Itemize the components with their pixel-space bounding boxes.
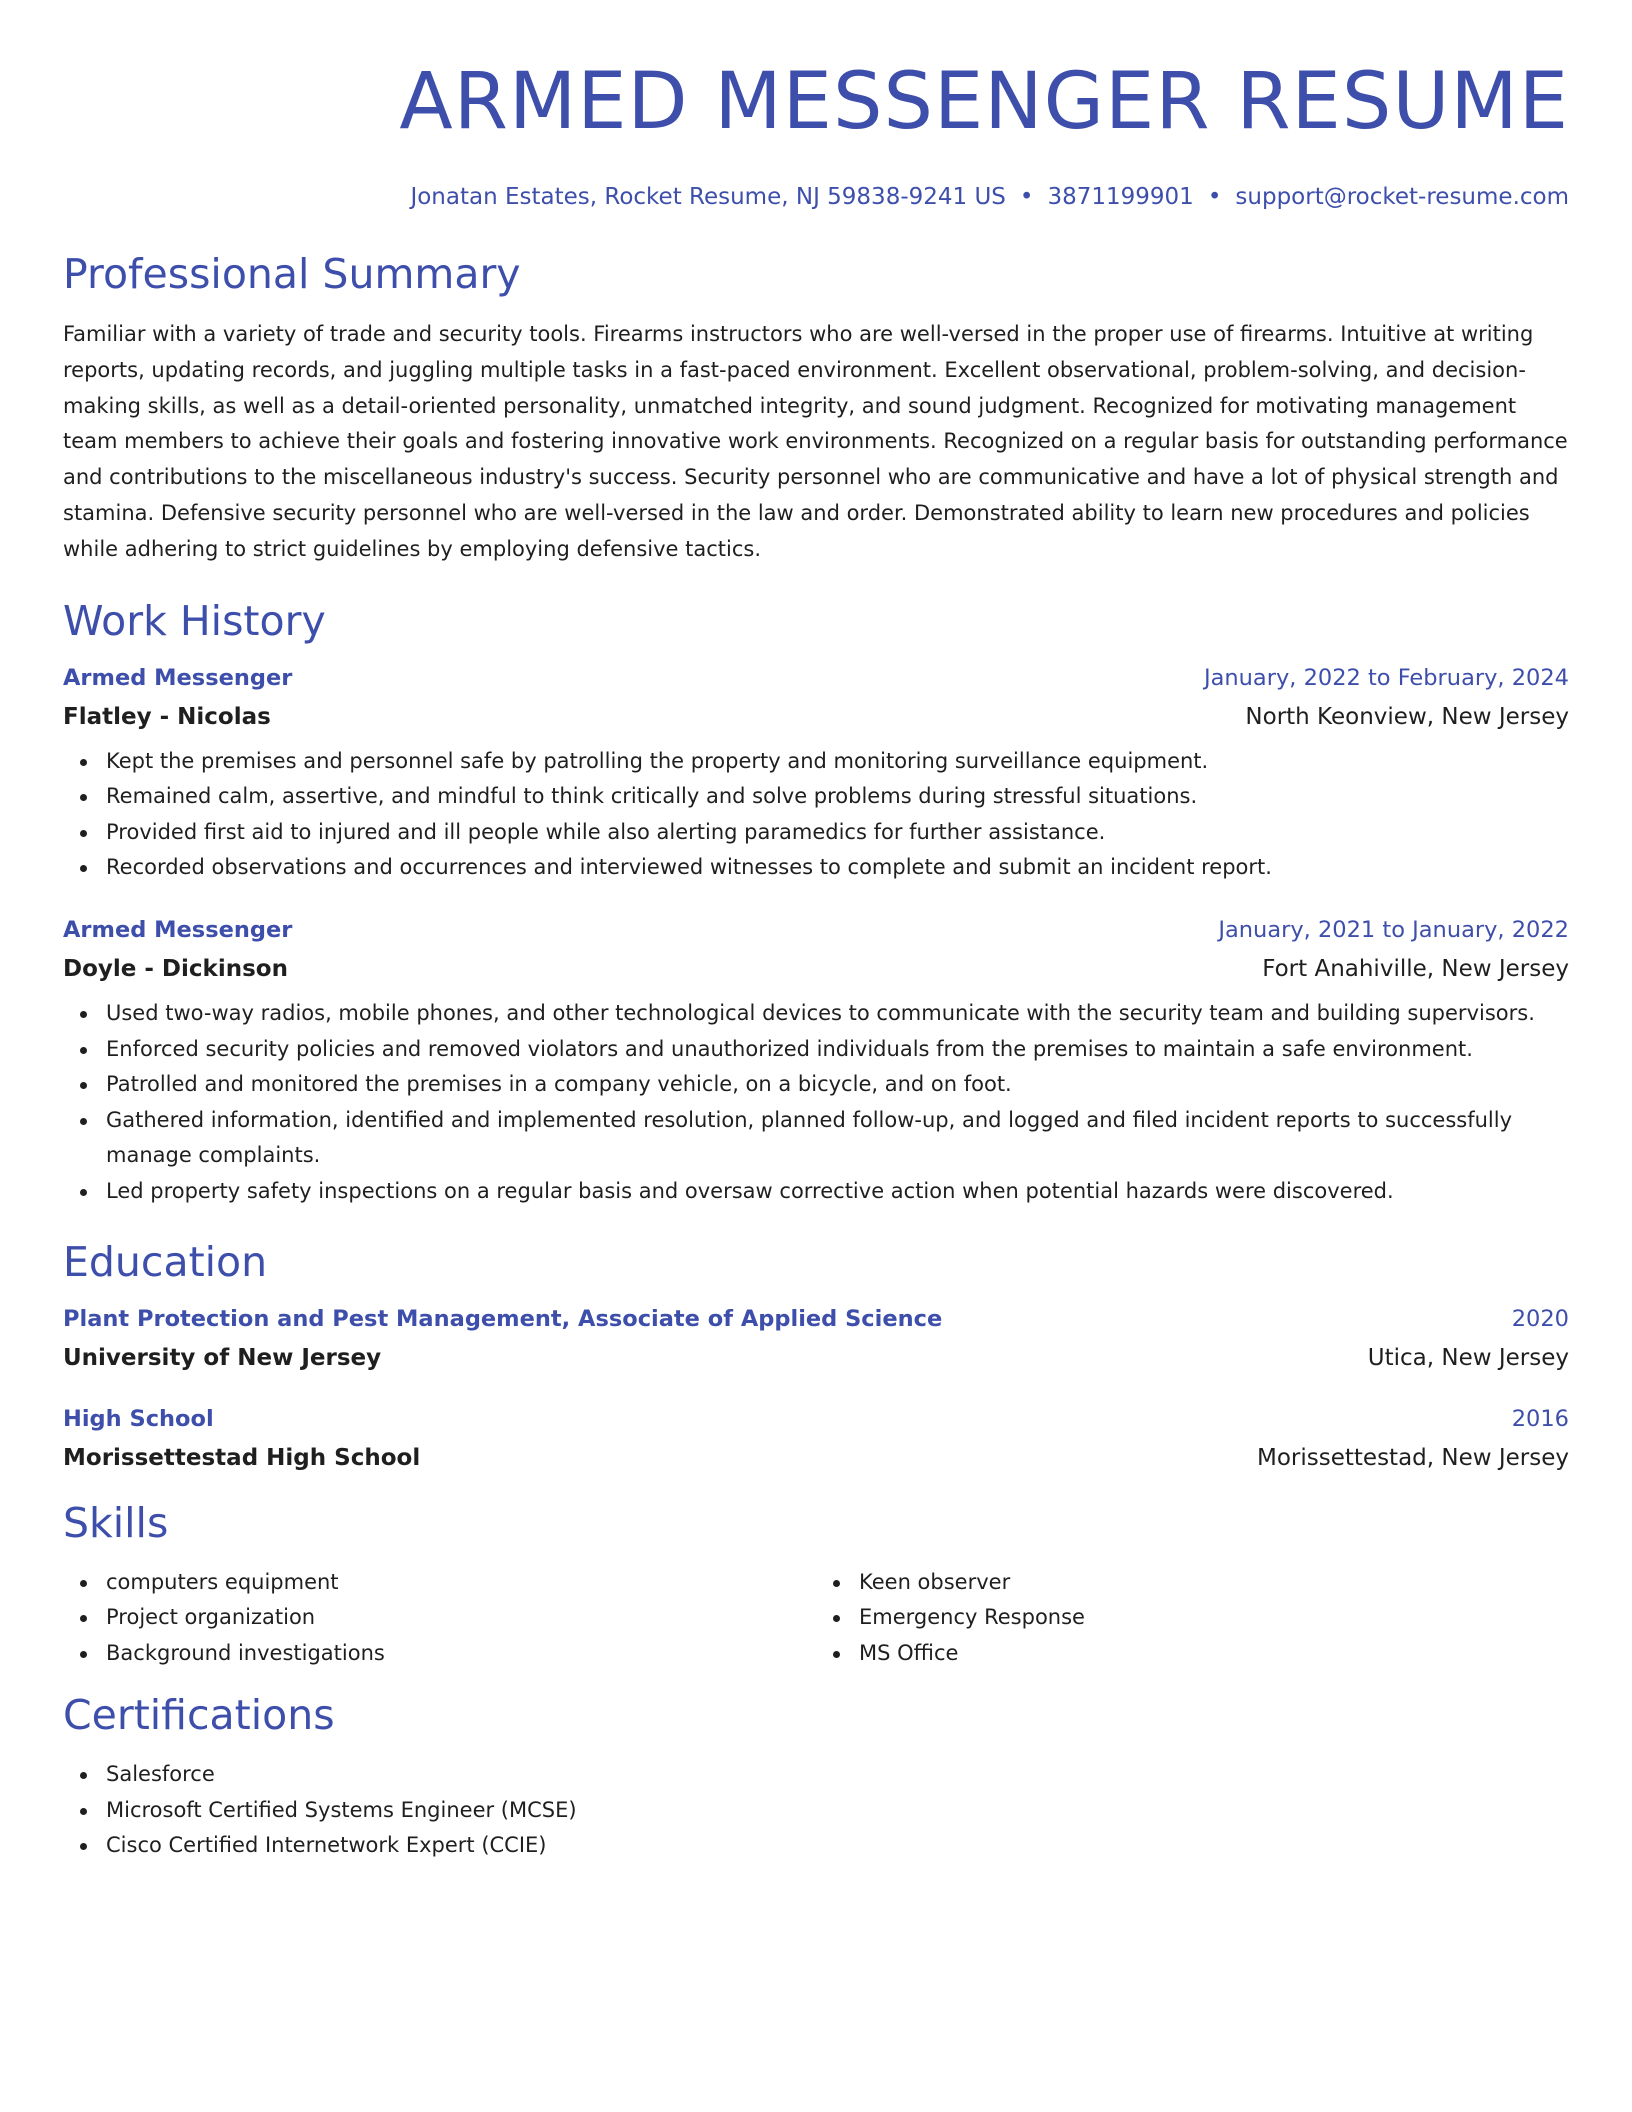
contact-separator: • — [1019, 184, 1034, 210]
contact-line — [63, 182, 1569, 212]
contact-email[interactable]: support@rocket-resume.com — [1235, 184, 1569, 210]
certification-item: Salesforce — [106, 1757, 1569, 1793]
education-school: University of New Jersey — [63, 1344, 382, 1371]
education-degree: High School — [63, 1405, 214, 1432]
skill-item: computers equipment — [106, 1565, 816, 1601]
job-dates: January, 2021 to January, 2022 — [1218, 916, 1569, 943]
job-bullet: Provided first aid to injured and ill people while also alerting paramedics for further assistance. — [106, 815, 1569, 851]
job-entry — [63, 915, 1569, 1210]
education-year: 2016 — [1511, 1405, 1569, 1432]
job-bullet: Patrolled and monitored the premises in a company vehicle, on a bicycle, and on foot. — [106, 1067, 1569, 1103]
job-bullet: Used two-way radios, mobile phones, and other technological devices to communicate with the security team and building supervisors. — [106, 996, 1569, 1032]
education-entry — [63, 1304, 1569, 1373]
summary-heading: Professional Summary — [63, 250, 521, 298]
contact-phone: 3871199901 — [1047, 184, 1194, 210]
certification-item: Cisco Certified Internetwork Expert (CCIE) — [106, 1828, 1569, 1864]
skill-item: Project organization — [106, 1600, 816, 1636]
skills-heading: Skills — [63, 1498, 169, 1547]
education-degree: Plant Protection and Pest Management, Associate of Applied Science — [63, 1305, 943, 1332]
certifications-heading: Certifications — [63, 1691, 335, 1740]
job-company: Flatley - Nicolas — [63, 703, 271, 730]
contact-address: Jonatan Estates, Rocket Resume, NJ 59838-9241 US — [410, 184, 1006, 210]
skills-list-left — [63, 1565, 816, 1672]
summary-text: Familiar with a variety of trade and security tools. Firearms instructors who are well-versed in the proper use of firearms. Intuitive at writing reports, updating records, and juggling multiple tasks in a fast-paced environment. Excellent observational, problem-solving, and decision-making skills, as well as a detail-oriented personality, unmatched integrity, and sound judgment. Recognized for motivating management team members to achieve their goals and fostering innovative work environments. Recognized on a regular basis for outstanding performance and contributions to the miscellaneous industry's success. Security personnel who are communicative and have a lot of physical strength and stamina. Defensive security personnel who are well-versed in the law and order. Demonstrated ability to learn new procedures and policies while adhering to strict guidelines by employing defensive tactics. — [63, 322, 1568, 561]
education-location: Utica, New Jersey — [1367, 1344, 1569, 1371]
job-bullet: Remained calm, assertive, and mindful to think critically and solve problems during stressful situations. — [106, 779, 1569, 815]
education-school: Morissettestad High School — [63, 1444, 421, 1471]
skill-item: MS Office — [859, 1636, 1569, 1672]
job-location: North Keonview, New Jersey — [1245, 703, 1569, 730]
skills-list-right — [816, 1565, 1569, 1672]
education-year: 2020 — [1511, 1305, 1569, 1332]
job-bullet: Gathered information, identified and implemented resolution, planned follow-up, and logged and filed incident reports to successfully manage complaints. — [106, 1103, 1569, 1174]
certification-item: Microsoft Certified Systems Engineer (MCSE) — [106, 1793, 1569, 1829]
skill-item: Background investigations — [106, 1636, 816, 1672]
skill-item: Keen observer — [859, 1565, 1569, 1601]
job-entry — [63, 663, 1569, 886]
job-bullet: Kept the premises and personnel safe by patrolling the property and monitoring surveillance equipment. — [106, 744, 1569, 780]
education-entry — [63, 1404, 1569, 1473]
skills-grid — [63, 1565, 1569, 1672]
job-bullet: Enforced security policies and removed violators and unauthorized individuals from the premises to maintain a safe environment. — [106, 1032, 1569, 1068]
job-bullets — [63, 744, 1569, 886]
job-dates: January, 2022 to February, 2024 — [1203, 664, 1569, 691]
certifications-list — [63, 1757, 1569, 1864]
education-location: Morissettestad, New Jersey — [1257, 1444, 1569, 1471]
job-bullet: Recorded observations and occurrences and interviewed witnesses to complete and submit an incident report. — [106, 850, 1569, 886]
work-history-heading: Work History — [63, 596, 326, 645]
education-heading: Education — [63, 1237, 268, 1286]
job-bullet: Led property safety inspections on a regular basis and oversaw corrective action when potential hazards were discovered. — [106, 1174, 1569, 1210]
skill-item: Emergency Response — [859, 1600, 1569, 1636]
job-location: Fort Anahiville, New Jersey — [1262, 955, 1569, 982]
job-company: Doyle - Dickinson — [63, 955, 288, 982]
resume-name: ARMED MESSENGER RESUME — [399, 57, 1569, 147]
job-title: Armed Messenger — [63, 664, 293, 691]
job-title: Armed Messenger — [63, 916, 293, 943]
contact-separator: • — [1207, 184, 1222, 210]
job-bullets — [63, 996, 1569, 1210]
